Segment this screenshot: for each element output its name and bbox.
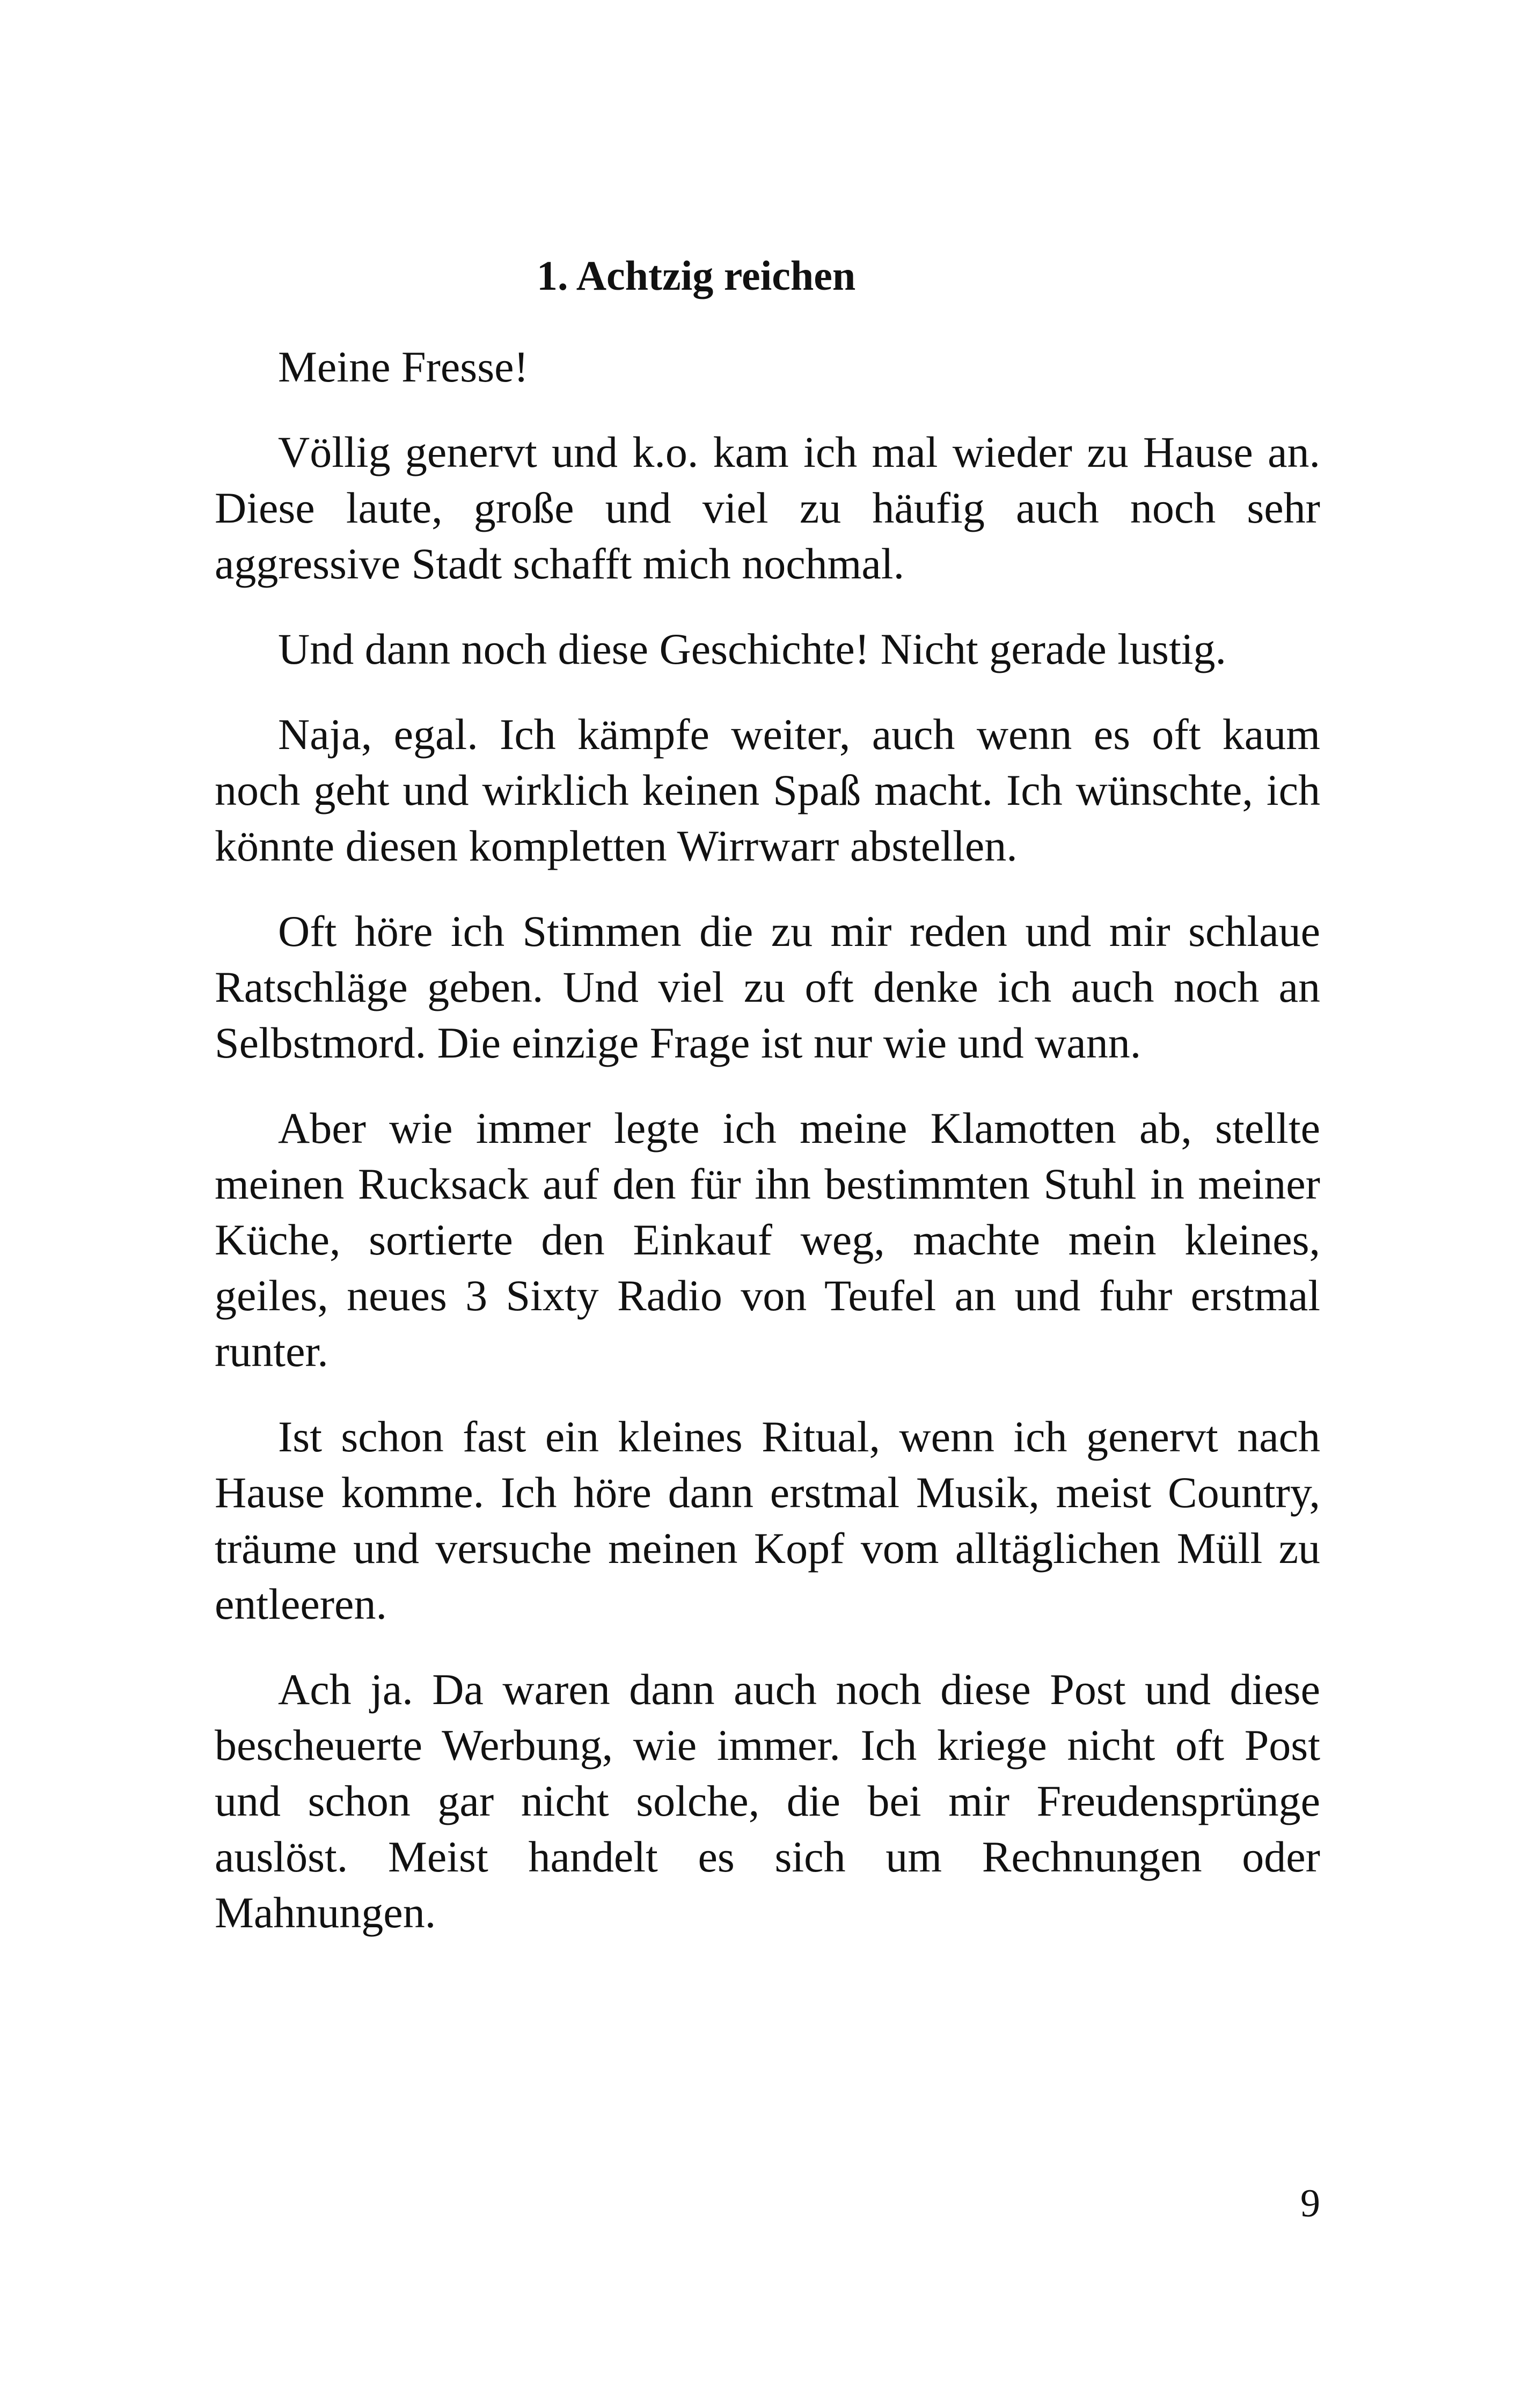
paragraph: Völlig genervt und k.o. kam ich mal wieder zu Hause an. Diese laute, große und viel zu häufig auch noch sehr aggressive Stadt schafft mich nochmal.	[215, 428, 1320, 588]
paragraph: Ach ja. Da waren dann auch noch diese Post und diese bescheuerte Werbung, wie immer. Ich kriege nicht oft Post und schon gar nicht solche, die bei mir Freudensprünge auslöst. Meist handelt es sich um Rechnungen oder Mahnungen.	[215, 1665, 1320, 1937]
paragraph: Oft höre ich Stimmen die zu mir reden und mir schlaue Ratschläge geben. Und viel zu oft denke ich auch noch an Selbstmord. Die einzige Frage ist nur wie und wann.	[215, 907, 1320, 1067]
body-text	[215, 339, 1320, 1970]
paragraph: Meine Fresse!	[278, 342, 529, 391]
chapter-title: 1. Achtzig reichen	[537, 252, 856, 299]
page-number: 9	[1300, 2182, 1320, 2226]
paragraph: Ist schon fast ein kleines Ritual, wenn ich genervt nach Hause komme. Ich höre dann erstmal Musik, meist Country, träume und versuche meinen Kopf vom alltäglichen Müll zu entleeren.	[215, 1412, 1320, 1628]
paragraph: Und dann noch diese Geschichte! Nicht gerade lustig.	[278, 625, 1227, 673]
paragraph: Naja, egal. Ich kämpfe weiter, auch wenn es oft kaum noch geht und wirklich keinen Spaß macht. Ich wünschte, ich könnte diesen kompletten Wirrwarr abstellen.	[215, 710, 1320, 870]
paragraph: Aber wie immer legte ich meine Klamotten ab, stellte meinen Rucksack auf den für ihn bestimmten Stuhl in meiner Küche, sortierte den Einkauf weg, machte mein kleines, geiles, neues 3 Sixty Radio von Teufel an und fuhr erstmal runter.	[215, 1104, 1320, 1376]
